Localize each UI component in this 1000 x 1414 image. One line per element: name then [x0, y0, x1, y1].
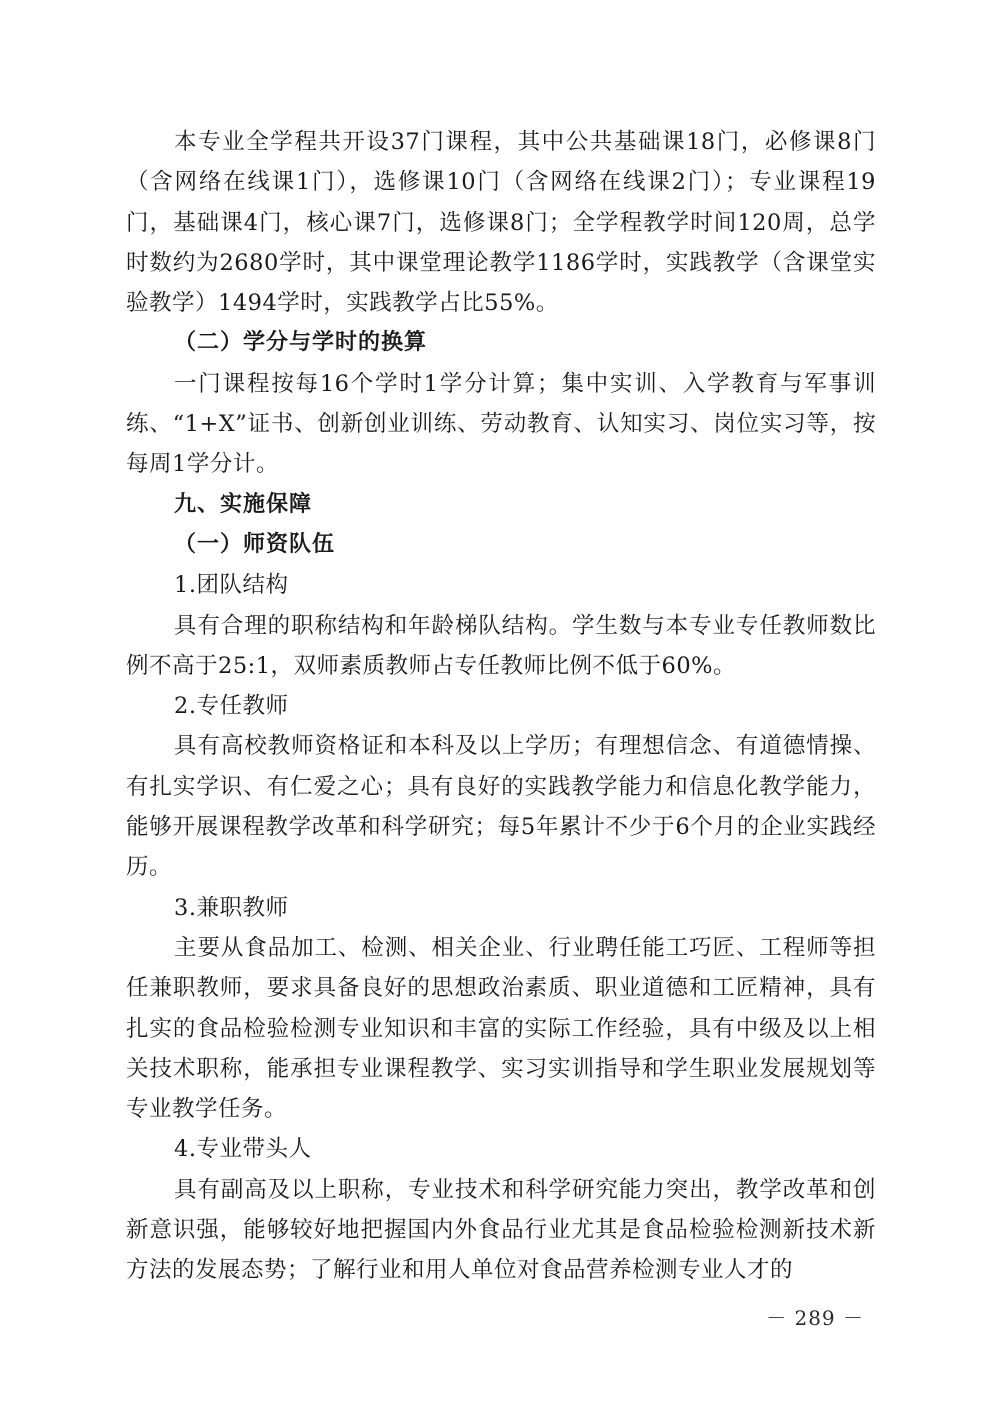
paragraph-course-summary: 本专业全学程共开设37门课程，其中公共基础课18门，必修课8门（含网络在线课1门），选修课10门（含网络在线课2门）；专业课程19门，基础课4门，核心课7门，选修课8门；全学程教学时间120周，总学时数约为2680学时，其中课堂理论教学1186学时，实践教学（含课堂实验教学）1494学时，实践教学占比55%。: [126, 129, 876, 317]
document-body: [126, 122, 876, 1291]
paragraph-part-time-teachers: 主要从食品加工、检测、相关企业、行业聘任能工巧匠、工程师等担任兼职教师，要求具备良好的思想政治素质、职业道德和工匠精神，具有扎实的食品检验检测专业知识和丰富的实际工作经验，具有中级及以上相关技术职称，能承担专业课程教学、实习实训指导和学生职业发展规划等专业教学任务。: [126, 934, 876, 1123]
subheading-team-structure: 1.团队结构: [174, 572, 289, 599]
subheading-program-leader: 4.专业带头人: [174, 1136, 312, 1163]
section-heading-faculty: （一）师资队伍: [174, 531, 336, 557]
paragraph-program-leader: 具有副高及以上职称，专业技术和科学研究能力突出，教学改革和创新意识强，能够较好地把握国内外食品行业尤其是食品检验检测新技术新方法的发展态势；了解行业和用人单位对食品营养检测专业人才的: [126, 1176, 876, 1284]
paragraph-credit-rules: 一门课程按每16个学时1学分计算；集中实训、入学教育与军事训练、“1+X”证书、创新创业训练、劳动教育、认知实习、岗位实习等，按每周1学分计。: [126, 370, 876, 478]
section-heading-credit-conversion: （二）学分与学时的换算: [174, 330, 428, 356]
subheading-part-time-teachers: 3.兼职教师: [174, 894, 289, 921]
page-number: － 289 －: [766, 1306, 864, 1330]
chapter-heading-implementation: 九、实施保障: [174, 491, 313, 517]
subheading-full-time-teachers: 2.专任教师: [174, 693, 289, 720]
paragraph-full-time-teachers: 具有高校教师资格证和本科及以上学历；有理想信念、有道德情操、有扎实学识、有仁爱之心；具有良好的实践教学能力和信息化教学能力，能够开展课程教学改革和科学研究；每5年累计不少于6个月的企业实践经历。: [126, 733, 876, 881]
paragraph-team-structure: 具有合理的职称结构和年龄梯队结构。学生数与本专业专任教师数比例不高于25:1，双师素质教师占专任教师比例不低于60%。: [126, 612, 876, 679]
